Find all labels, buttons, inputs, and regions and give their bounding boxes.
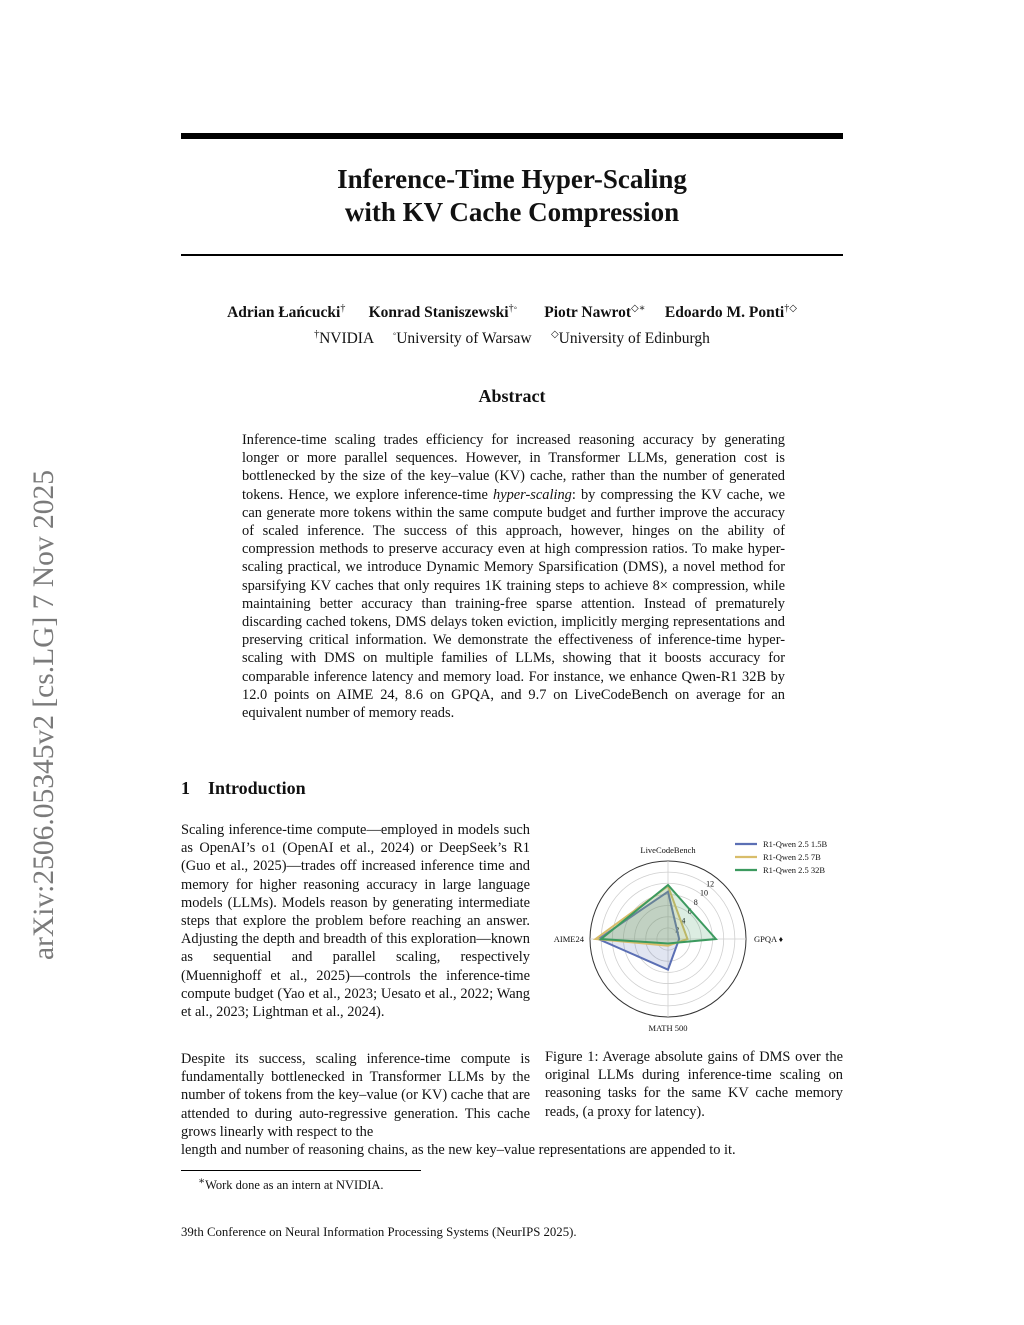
author-name: Piotr Nawrot [544, 304, 632, 322]
section-title: Introduction [208, 778, 306, 798]
arxiv-identifier: arXiv:2506.05345v2 [cs.LG] 7 Nov 2025 [28, 470, 60, 960]
affiliation-mark: ◇ [550, 329, 559, 341]
footnote-text: Work done as an intern at NVIDIA. [205, 1178, 384, 1193]
title-line-1: Inference-Time Hyper-Scaling [337, 164, 687, 194]
authors-block [150, 298, 874, 350]
intro-paragraph-2-fullwidth: length and number of reasoning chains, as the new key–value representations are appended to it. [181, 1142, 736, 1158]
paper-title [181, 163, 843, 229]
author-name: Edoardo M. Ponti [664, 304, 785, 322]
axis-label: LiveCodeBench [640, 845, 696, 855]
affiliation-mark: † [314, 329, 320, 341]
title-top-rule [181, 133, 843, 139]
chart-legend [735, 839, 828, 875]
axis-label: GPQA ♦ [754, 934, 784, 944]
footnote-rule [181, 1170, 421, 1171]
venue-footer: 39th Conference on Neural Information Processing Systems (NeurIPS 2025). [181, 1225, 577, 1239]
legend-label: R1-Qwen 2.5 32B [763, 865, 826, 875]
author-name: Adrian Łańcucki [227, 304, 341, 322]
radial-tick-label: 8 [693, 897, 698, 907]
affiliation-mark: ◦ [392, 329, 397, 341]
author-marks: ◇∗ [631, 303, 646, 314]
affiliation-name: NVIDIA [319, 330, 374, 348]
legend-label: R1-Qwen 2.5 7B [763, 852, 821, 862]
abstract-heading: Abstract [478, 386, 546, 406]
author-name: Konrad Staniszewski [368, 304, 509, 322]
legend-label: R1-Qwen 2.5 1.5B [763, 839, 828, 849]
author-marks: †◇ [784, 303, 797, 314]
affiliation-list [150, 324, 874, 350]
title-line-2: with KV Cache Compression [344, 197, 680, 227]
author-marks: †◦ [508, 303, 518, 314]
section-heading [181, 778, 306, 799]
radial-tick-label: 6 [687, 907, 692, 917]
radar-chart [545, 832, 845, 1040]
footnote-mark: ∗ [198, 1176, 206, 1187]
radial-tick-label: 2 [675, 925, 680, 935]
radial-tick-label: 4 [681, 916, 686, 926]
affiliation-name: University of Edinburgh [558, 330, 710, 348]
abstract-text-part: : by compressing the KV cache, we can generate more tokens within the same compute budget and further improve the accuracy of scaled inference. The success of this approach, however, hinges on the ability of compression methods to preserve accuracy even at high compression ratios. To make hyper-scaling practical, we introduce Dynamic Memory Sparsification (DMS), a novel method for sparsifying KV caches that only requires 1K training steps to achieve 8× compression, while maintaining better accuracy than training-free sparse attention. Instead of prematurely discarding cached tokens, DMS delays token eviction, implicitly merging representations and preserving critical information. We demonstrate the effectiveness of inference-time hyper-scaling with DMS on multiple families of LLMs, showing that it boosts accuracy for comparable inference latency and memory load. For instance, we enhance Qwen-R1 32B by 12.0 points on AIME 24, 8.6 on GPQA, and 9.7 on LiveCodeBench on average for an equivalent number of memory reads. [242, 486, 785, 722]
abstract-emphasis: hyper-scaling [493, 486, 572, 503]
radial-tick-label: 12 [706, 879, 715, 889]
abstract-text-part: Inference-time scaling trades efficiency for increased reasoning accuracy by generating longer or more parallel sequences. However, in Transformer LLMs, generation cost is bottlenecked by the size of the key–value (KV) cache, rather than the number of generated tokens. Hence, we explore inference-time [242, 432, 785, 503]
figure-caption: Figure 1: Average absolute gains of DMS over the original LLMs during inference-time scaling on reasoning tasks for the same KV cache memory reads, (a proxy for latency). [545, 1049, 843, 1120]
intro-paragraph-1: Scaling inference-time compute—employed in models such as OpenAI’s o1 (OpenAI et al., 2024) or DeepSeek’s R1 (Guo et al., 2025)—trades off increased inference time and memory for higher reasoning accuracy in large language models (LLMs). Models reason by generating intermediate steps that explore the problem before reaching an answer. Adjusting the depth and breadth of this exploration—known as sequential and parallel scaling, respectively (Muennighoff et al., 2025)—controls the inference-time compute budget (Yao et al., 2023; Uesato et al., 2022; Wang et al., 2023; Lightman et al., 2024). [181, 822, 530, 1021]
title-bottom-rule [181, 254, 843, 256]
axis-label: AIME24 [553, 934, 584, 944]
intro-paragraph-2: Despite its success, scaling inference-time compute is fundamentally bottlenecked in Transformer LLMs by the number of tokens from the key–value (or KV) cache that are attended to during auto-regressive generation. This cache grows linearly with respect to the [181, 1051, 530, 1140]
affiliation-name: University of Warsaw [396, 330, 532, 348]
radial-tick-label: 10 [699, 888, 708, 898]
footnote [198, 1175, 384, 1193]
author-list [150, 298, 874, 324]
abstract-text [242, 431, 785, 722]
chart-series [596, 885, 716, 970]
section-number: 1 [181, 778, 190, 798]
axis-label: MATH 500 [648, 1023, 688, 1033]
author-marks: † [340, 303, 346, 314]
